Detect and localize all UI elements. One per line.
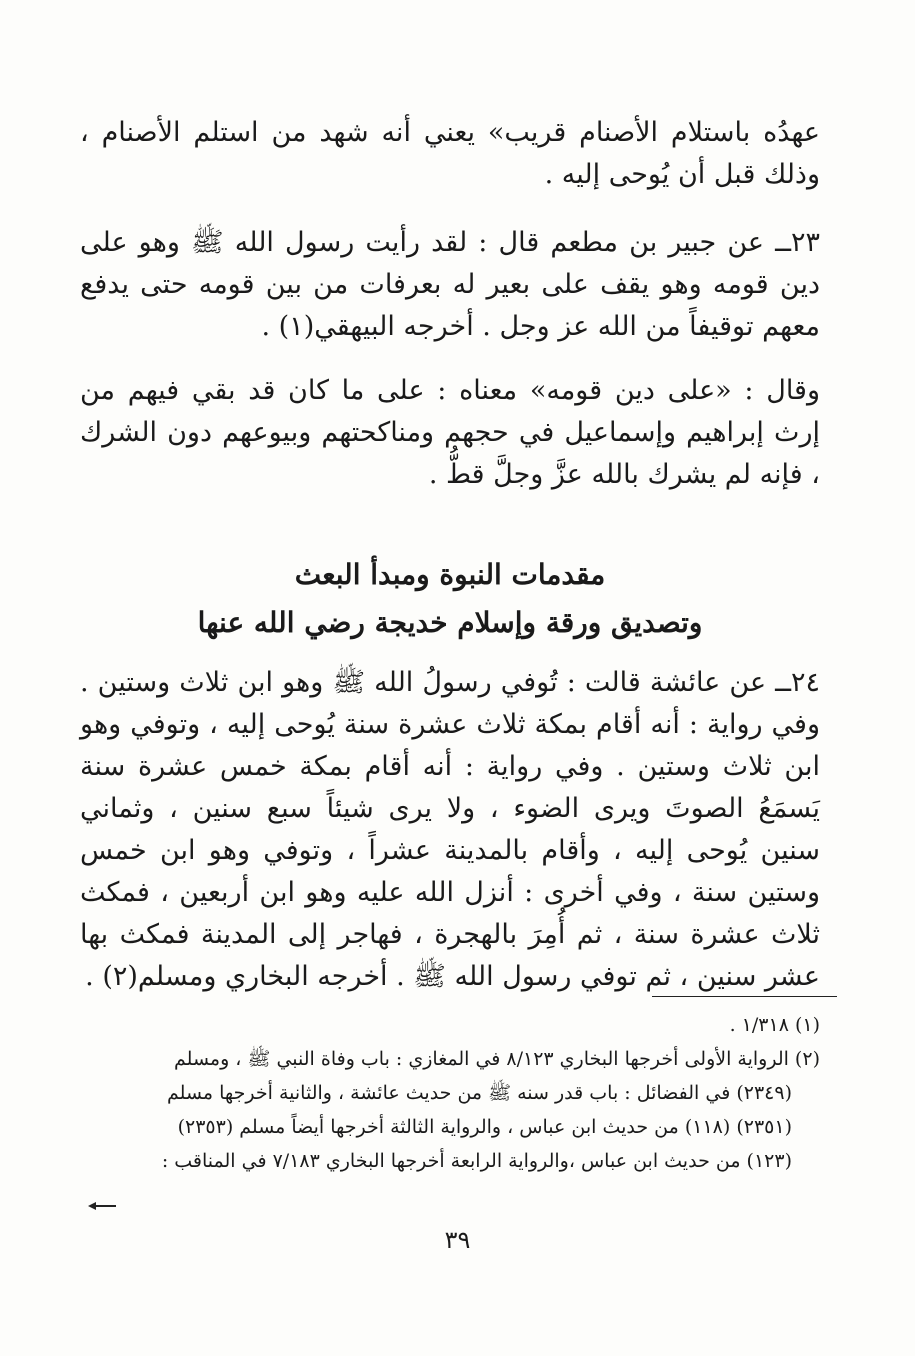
- footnote-1: (١) ١/٣١٨ .: [729, 1014, 820, 1036]
- footnote-2-line-1: (٢) الرواية الأولى أخرجها البخاري ٨/١٢٣ في المغازي : باب وفاة النبي ﷺ ، ومسلم: [174, 1048, 820, 1070]
- footnote-2-line-2: (٢٣٤٩) في الفضائل : باب قدر سنه ﷺ من حديث عائشة ، والثانية أخرجها مسلم: [167, 1082, 792, 1104]
- paragraph-text: وقال : «على دين قومه» معناه : على ما كان قد بقي فيهم من إرث إبراهيم وإسماعيل في حجهم ومناكحتهم وبيوعهم دون الشرك ، فإنه لم يشرك بالله عزَّ وجلَّ قطُّ .: [80, 375, 820, 490]
- footnote-separator: [652, 996, 837, 997]
- hadith-23: [80, 222, 820, 348]
- continuation-arrow-icon: [88, 1200, 118, 1212]
- commentary-paragraph: [80, 370, 820, 496]
- page-number: ٣٩: [444, 1226, 471, 1254]
- hadith-24: [80, 662, 820, 998]
- paragraph-text: عهدُه باستلام الأصنام قريب» يعني أنه شهد من استلم الأصنام ، وذلك قبل أن يُوحى إليه .: [80, 117, 820, 190]
- paragraph-text: ٢٤ــ عن عائشة قالت : تُوفي رسولُ الله ﷺ وهو ابن ثلاث وستين . وفي رواية : أنه أقام بمكة ثلاث عشرة سنة يُوحى إليه ، وتوفي وهو ابن ثلاث وستين . وفي رواية : أنه أقام بمكة خمس عشرة سنة يَسمَعُ الصوتَ ويرى الضوء ، ولا يرى شيئاً سبع سنين ، وثماني سنين يُوحى إليه ، وأقام بالمدينة عشراً ، وتوفي وهو ابن خمس وستين سنة ، وفي أخرى : أنزل الله عليه وهو ابن أربعين ، فمكث ثلاث عشرة سنة ، ثم أُمِرَ بالهجرة ، فهاجر إلى المدينة فمكث بها عشر سنين ، ثم توفي رسول الله ﷺ . أخرجه البخاري ومسلم(٢) .: [80, 667, 820, 992]
- footnote-2-line-3: (٢٣٥١) (١١٨) من حديث ابن عباس ، والرواية الثالثة أخرجها أيضاً مسلم (٢٣٥٣): [177, 1116, 792, 1138]
- paragraph-text: ٢٣ــ عن جبير بن مطعم قال : لقد رأيت رسول الله ﷺ وهو على دين قومه وهو يقف على بعير له بعرفات من بين قومه حتى يدفع معهم توقيفاً من الله عز وجل . أخرجه البيهقي(١) .: [80, 227, 820, 342]
- section-heading-line-1: مقدمات النبوة ومبدأ البعث: [294, 558, 606, 591]
- section-heading-line-2: وتصديق ورقة وإسلام خديجة رضي الله عنها: [197, 606, 703, 639]
- footnote-2-line-4: (١٢٣) من حديث ابن عباس ،والرواية الرابعة أخرجها البخاري ٧/١٨٣ في المناقب :: [161, 1150, 792, 1172]
- paragraph-continuation: [80, 112, 820, 196]
- footnotes: [80, 1008, 820, 1178]
